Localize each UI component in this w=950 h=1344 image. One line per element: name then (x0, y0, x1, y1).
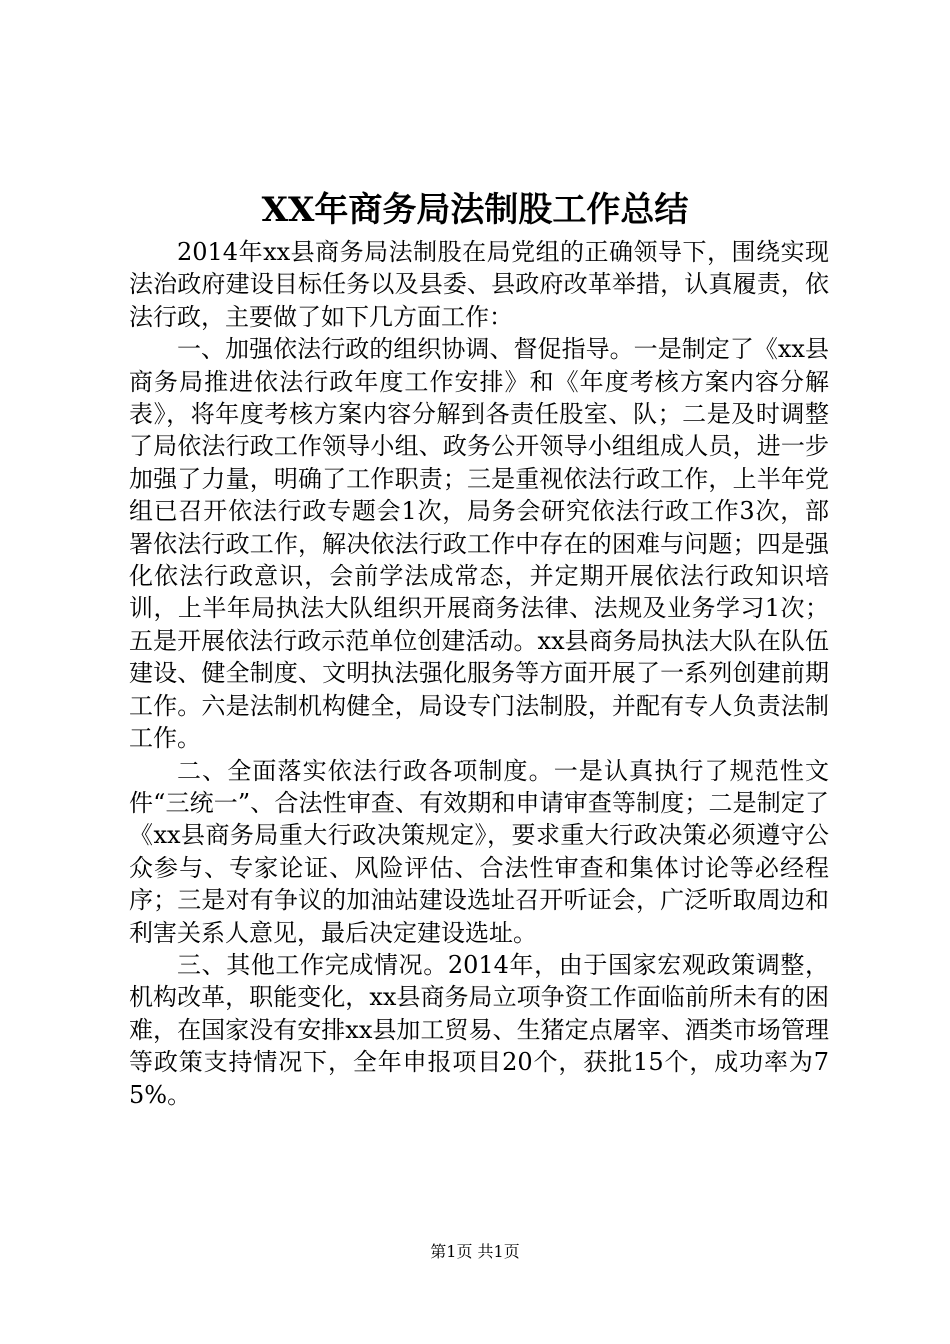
paragraph-section-1: 一、加强依法行政的组织协调、督促指导。一是制定了《xx县商务局推进依法行政年度工作安排》和《年度考核方案内容分解表》，将年度考核方案内容分解到各责任股室、队；二是及时调整了局依法行政工作领导小组、政务公开领导小组组成人员，进一步加强了力量，明确了工作职责；三是重视依法行政工作，上半年党组已召开依法行政专题会1次，局务会研究依法行政工作3次，部署依法行政工作，解决依法行政工作中存在的困难与问题；四是强化依法行政意识，会前学法成常态，并定期开展依法行政知识培训，上半年局执法大队组织开展商务法律、法规及业务学习1次；五是开展依法行政示范单位创建活动。xx县商务局执法大队在队伍建设、健全制度、文明执法强化服务等方面开展了一系列创建前期工作。六是法制机构健全，局设专门法制股，并配有专人负责法制工作。 (129, 335, 829, 753)
document-title: XX年商务局法制股工作总结 (261, 190, 689, 230)
document-body (129, 236, 829, 1111)
paragraph-section-3: 三、其他工作完成情况。2014年，由于国家宏观政策调整，机构改革，职能变化，xx县商务局立项争资工作面临前所未有的困难，在国家没有安排xx县加工贸易、生猪定点屠宰、酒类市场管理等政策支持情况下，全年申报项目20个，获批15个，成功率为75%。 (129, 950, 829, 1109)
page-footer: 第1页 共1页 (430, 1242, 520, 1261)
paragraph-intro: 2014年xx县商务局法制股在局党组的正确领导下，围绕实现法治政府建设目标任务以及县委、县政府改革举措，认真履责，依法行政，主要做了如下几方面工作： (129, 238, 829, 331)
paragraph-section-2: 二、全面落实依法行政各项制度。一是认真执行了规范性文件“三统一”、合法性审查、有效期和申请审查等制度；二是制定了《xx县商务局重大行政决策规定》，要求重大行政决策必须遵守公众参与、专家论证、风险评估、合法性审查和集体讨论等必经程序；三是对有争议的加油站建设选址召开听证会，广泛听取周边和利害关系人意见，最后决定建设选址。 (129, 756, 829, 947)
